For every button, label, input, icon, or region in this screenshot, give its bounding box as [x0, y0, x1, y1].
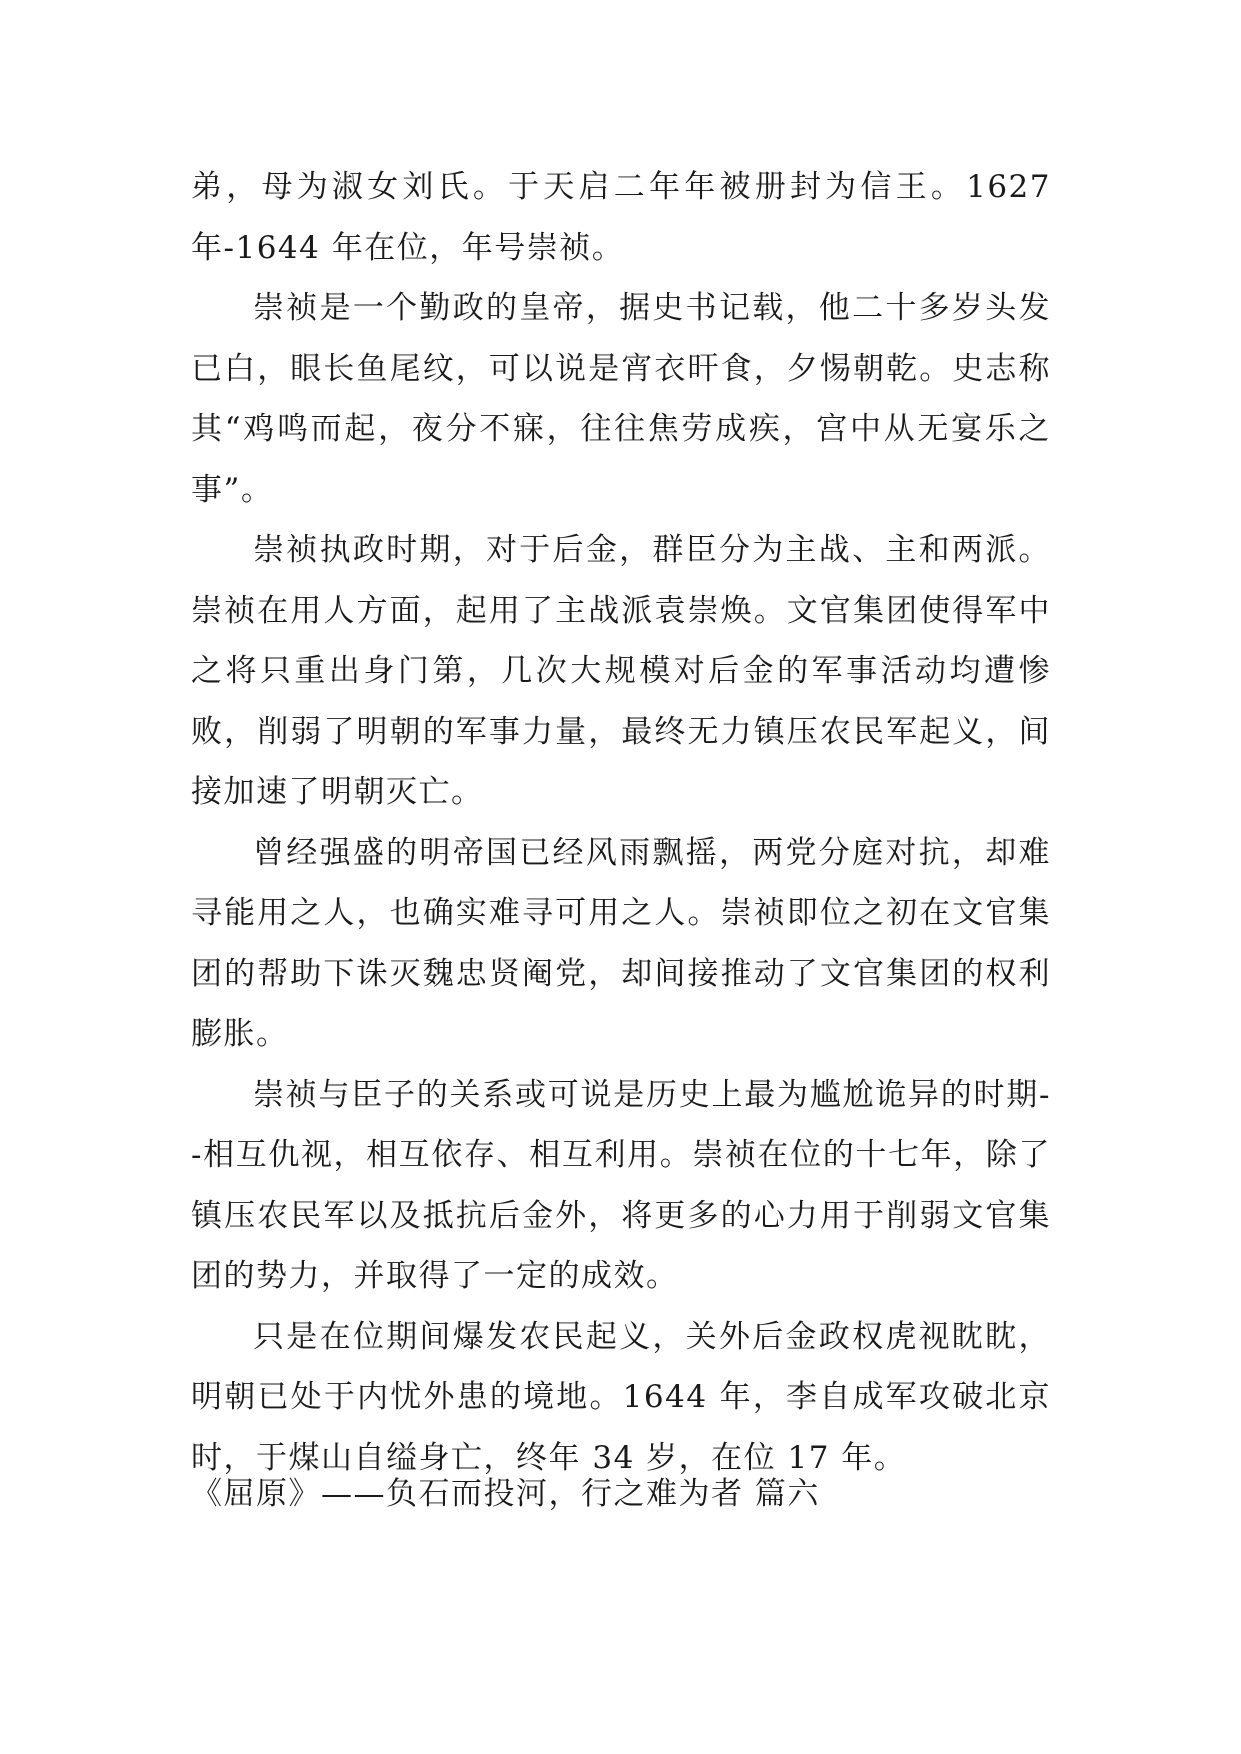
- paragraph-1: 弟，母为淑女刘氏。于天启二年年被册封为信王。1627 年-1644 年在位，年号崇祯。: [191, 169, 1051, 266]
- paragraph-4: 曾经强盛的明帝国已经风雨飘摇，两党分庭对抗，却难寻能用之人，也确实难寻可用之人。崇祯即位之初在文官集团的帮助下诛灭魏忠贤阉党，却间接推动了文官集团的权利膨胀。: [191, 834, 1051, 1052]
- paragraph-5: 崇祯与臣子的关系或可说是历史上最为尴尬诡异的时期--相互仇视，相互依存、相互利用。崇祯在位的十七年，除了镇压农民军以及抵抗后金外，将更多的心力用于削弱文官集团的势力，并取得了一定的成效。: [191, 1076, 1051, 1294]
- paragraph-3: 崇祯执政时期，对于后金，群臣分为主战、主和两派。崇祯在用人方面，起用了主战派袁崇焕。文官集团使得军中之将只重出身门第，几次大规模对后金的军事活动均遭惨败，削弱了明朝的军事力量，最终无力镇压农民军起义，间接加速了明朝灭亡。: [191, 532, 1051, 810]
- paragraph-6: 只是在位期间爆发农民起义，关外后金政权虎视眈眈，明朝已处于内忧外患的境地。1644 年，李自成军攻破北京时，于煤山自缢身亡，终年 34 岁，在位 17 年。: [191, 1318, 1051, 1476]
- article-body: [191, 157, 1051, 1488]
- paragraph-2: 崇祯是一个勤政的皇帝，据史书记载，他二十多岁头发已白，眼长鱼尾纹，可以说是宵衣旰食，夕惕朝乾。史志称其“鸡鸣而起，夜分不寐，往往焦劳成疾，宫中从无宴乐之事”。: [191, 290, 1051, 508]
- section-heading: 《屈原》——负石而投河，行之难为者 篇六: [191, 1476, 820, 1512]
